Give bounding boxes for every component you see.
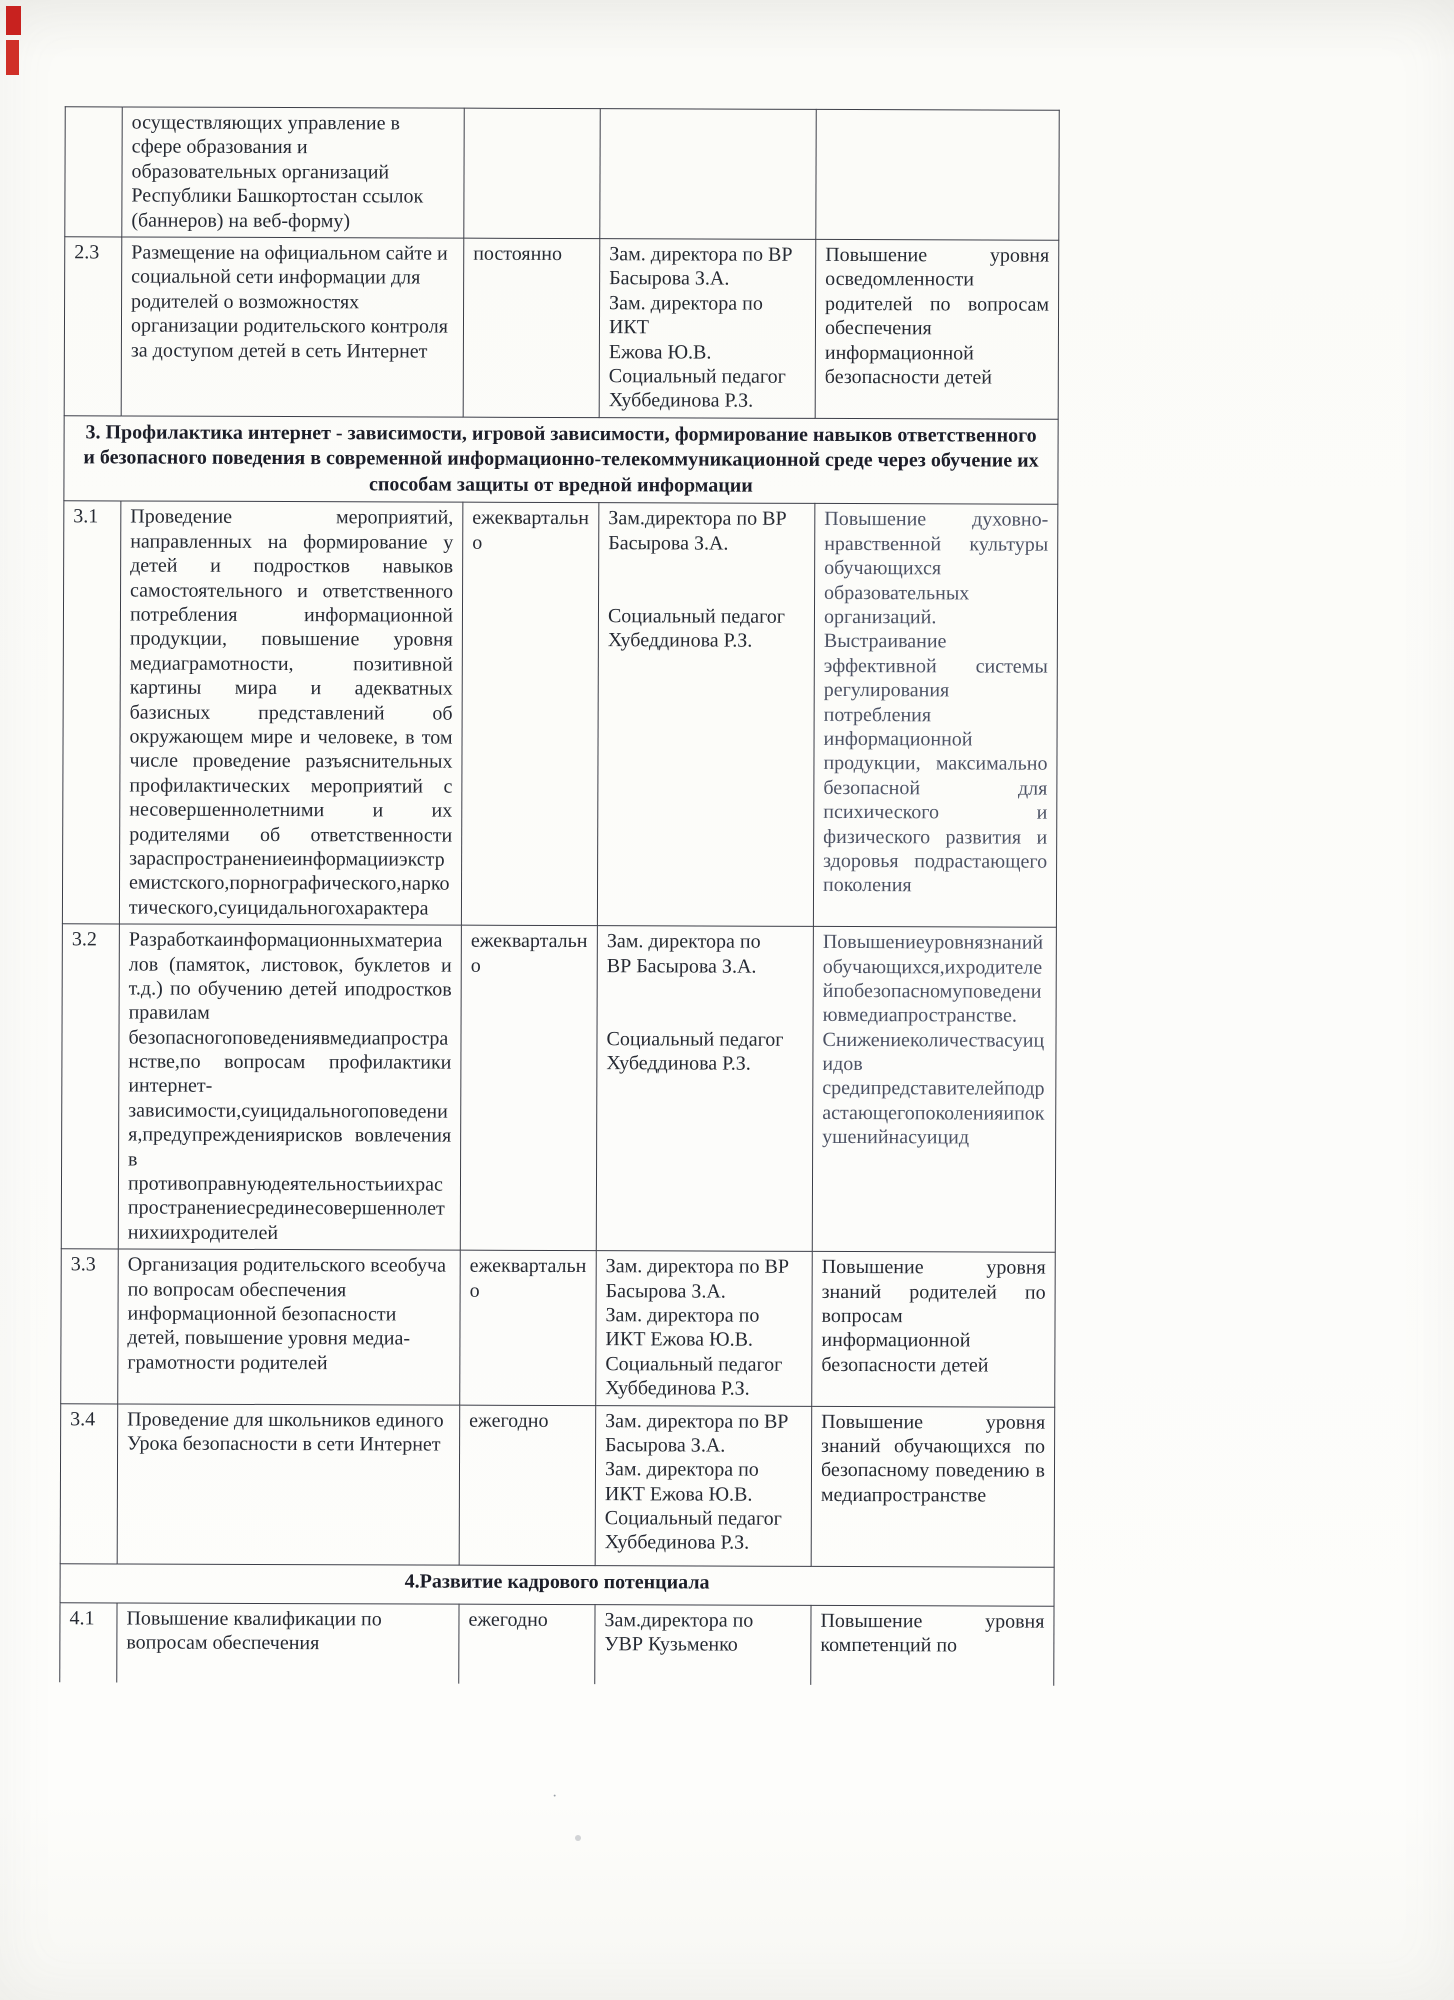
cell-num: 3.3 <box>61 1249 119 1404</box>
cell-activity: Проведение мероприятий, направленных на формирование у детей и подростков навыков самостоятельного и ответственного потребления информационной продукции, повышение уровня медиаграмотности, позитивной картины мира и адекватных базисных представлений об окружающем мире и человеке, в том числе проведение разъяснительных профилактических мероприятий с несовершеннолетними и их родителями об ответственности зараспространениеинформацииэкстремистского,порнографического,наркотического,суицидальногохарактера <box>119 501 462 925</box>
cell-result: Повышениеуровнязнанийобучающихся,ихродителейпобезопасномуповедениювмедиапространстве. Снижениеколичествасуицидов средипредставителейподрастающегопоколенияипокушенийнасуицид <box>812 926 1056 1252</box>
cell-responsible: Зам. директора по ВР Басырова З.А. Социальный педагог Хубеддинова Р.З. <box>596 926 813 1252</box>
cell-activity: Размещение на официальном сайте и социальной сети информации для родителей о возможностях организации родительского контроля за доступом детей в сеть Интернет <box>121 237 464 417</box>
cell-result: Повышение уровня знаний родителей по вопросам информационной безопасности детей <box>812 1252 1056 1407</box>
table-row-3-3 <box>61 1249 1056 1407</box>
cell-num: 2.3 <box>64 237 122 416</box>
scan-artifact-red <box>6 6 21 35</box>
cell-responsible: Зам. директора по ВР Басырова З.А. Зам. директора по ИКТ Ежова Ю.В. Социальный педагог Хуббединова Р.З. <box>595 1405 812 1566</box>
cell-result: Повышение уровня компетенций по <box>811 1605 1054 1685</box>
section-title: 3. Профилактика интернет - зависимости, игровой зависимости, формирование навыков ответственного и безопасного поведения в современной информационно-телекоммуникационной среде через обучение их способам защиты от вредной информации <box>64 415 1058 504</box>
cell-num: 3.4 <box>60 1403 118 1563</box>
cell-frequency <box>464 108 600 238</box>
table-row-2-3 <box>64 237 1059 419</box>
cell-responsible <box>600 109 816 240</box>
cell-frequency: ежегодно <box>459 1405 596 1565</box>
cell-num: 3.1 <box>62 501 120 924</box>
cell-activity: Разработкаинформационныхматериалов (памяток, листовок, буклетов и т.д.) по обучению детей иподростков правилам безопасногоповедениявмедиапространстве,по вопросам профилактики интернет-зависимости,суицидальногоповедения,предупреждениярисков вовлечения в противоправнуюдеятельностьиихраспространениесрединесовершеннолетнихиихродителей <box>118 924 461 1250</box>
cell-responsible: Зам. директора по ВР Басырова З.А. Зам. директора по ИКТ Ежова Ю.В. Социальный педагог Хуббединова Р.З. <box>596 1251 813 1406</box>
cell-frequency: ежеквартально <box>460 1250 597 1405</box>
plan-table <box>59 106 1059 1685</box>
cell-frequency: ежеквартально <box>460 925 597 1251</box>
cell-num <box>65 107 122 237</box>
scan-speck <box>575 1835 581 1841</box>
table-row-3-1 <box>62 501 1057 927</box>
cell-result: Повышение уровня знаний обучающихся по безопасному поведению в медиапространстве <box>811 1406 1055 1567</box>
section-header-3 <box>64 415 1058 504</box>
scan-artifact-red <box>6 40 19 75</box>
cell-frequency: постоянно <box>463 238 600 417</box>
cell-activity: осуществляющих управление в сфере образования и образовательных организаций Республики Башкортостан ссылок (баннеров) на веб-форму) <box>122 107 464 238</box>
cell-activity: Проведение для школьников единого Урока безопасности в сети Интернет <box>117 1403 460 1564</box>
cell-num: 4.1 <box>60 1602 117 1682</box>
cell-result: Повышение духовно-нравственной культуры обучающихся образовательных организаций. Выстраивание эффективной системы регулирования потребления информационной продукции, максимально безопасной для психического и физического развития и здоровья подрастающего поколения <box>813 504 1057 927</box>
table-row-4-1 <box>60 1602 1054 1685</box>
cell-result <box>816 109 1059 240</box>
cell-num: 3.2 <box>61 924 119 1249</box>
table-row-continuation <box>65 107 1059 240</box>
cell-responsible: Зам.директора по УВР Кузьменко <box>595 1604 811 1684</box>
cell-responsible: Зам. директора по ВР Басырова З.А. Зам. директора по ИКТ Ежова Ю.В. Социальный педагог Хуббединова Р.З. <box>599 239 816 418</box>
section-title: 4.Развитие кадрового потенциала <box>60 1563 1054 1605</box>
section-header-4 <box>60 1563 1054 1605</box>
cell-responsible: Зам.директора по ВР Басырова З.А. Социальный педагог Хубеддинова Р.З. <box>597 503 814 926</box>
cell-activity: Организация родительского всеобуча по вопросам обеспечения информационной безопасности детей, повышение уровня медиа-грамотности родителей <box>118 1249 461 1405</box>
cell-result: Повышение уровня осведомленности родителей по вопросам обеспечения информационной безопасности детей <box>815 239 1059 419</box>
table-row-3-2 <box>61 924 1056 1253</box>
cell-frequency: ежегодно <box>459 1604 595 1684</box>
cell-activity: Повышение квалификации по вопросам обеспечения <box>117 1602 459 1683</box>
scan-speck: · <box>552 1788 558 1805</box>
table-row-3-4 <box>60 1403 1055 1566</box>
cell-frequency: ежеквартально <box>461 503 598 926</box>
